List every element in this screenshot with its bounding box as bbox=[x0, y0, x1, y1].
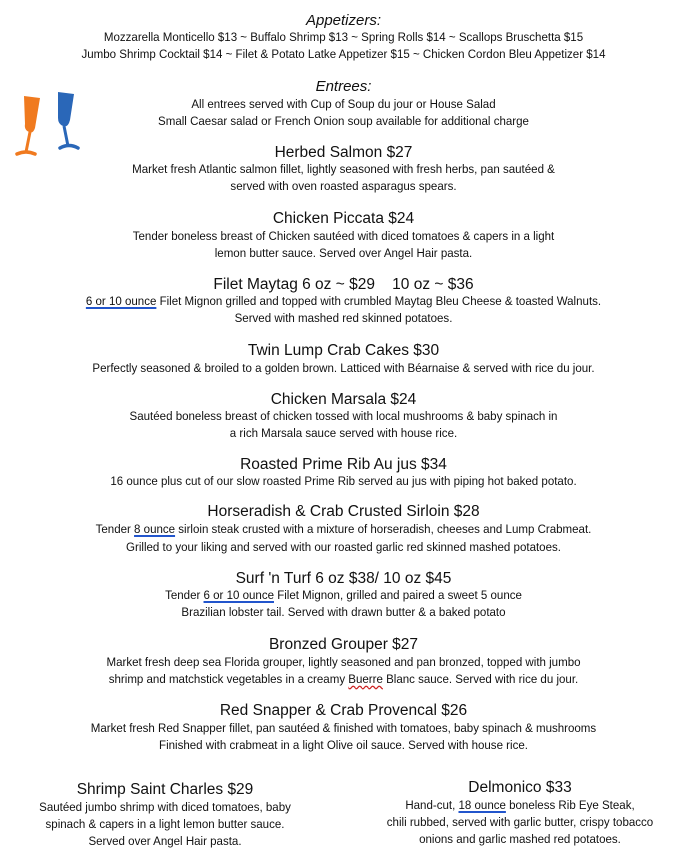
dish-desc-text: Filet Mignon grilled and topped with crumbled Maytag Bleu Cheese & toasted Walnuts. bbox=[156, 294, 602, 308]
dish-desc-text: Hand-cut, bbox=[405, 798, 459, 812]
dish-desc bbox=[367, 797, 674, 814]
dish-desc: Finished with crabmeat in a light Olive oil sauce. Served with house rice. bbox=[159, 738, 528, 752]
dish-desc: Sautéed jumbo shrimp with diced tomatoes, baby bbox=[39, 800, 291, 814]
dish-desc: served with oven roasted asparagus spears. bbox=[230, 179, 457, 193]
dish-desc: onions and garlic mashed red potatoes. bbox=[419, 832, 621, 846]
delmonico-block bbox=[355, 778, 685, 848]
dish-desc: a rich Marsala sauce served with house rice. bbox=[229, 426, 458, 440]
dish-desc bbox=[24, 521, 663, 538]
dish-desc: Served over Angel Hair pasta. bbox=[88, 834, 242, 848]
portion-underline: 8 ounce bbox=[134, 522, 176, 536]
dish-desc: spinach & capers in a light lemon butter sauce. bbox=[45, 817, 285, 831]
dish-desc: Grilled to your liking and served with our roasted garlic red skinned mashed potatoes. bbox=[126, 540, 561, 554]
dish-desc: Perfectly seasoned & broiled to a golden brown. Latticed with Béarnaise & served with rice du jour. bbox=[92, 361, 595, 375]
entrees-note-1: All entrees served with Cup of Soup du jour or House Salad bbox=[191, 97, 496, 111]
dish-desc-text: Filet Mignon, grilled and paired a sweet 5 ounce bbox=[273, 588, 522, 602]
dish-desc: Market fresh Red Snapper fillet, pan sautéed & finished with tomatoes, baby spinach & mushrooms bbox=[90, 721, 597, 735]
dish-desc: lemon butter sauce. Served over Angel Hair pasta. bbox=[214, 246, 473, 260]
dish-desc-text: boneless Rib Eye Steak, bbox=[505, 798, 635, 812]
dish-desc: Brazilian lobster tail. Served with drawn butter & a baked potato bbox=[181, 605, 506, 619]
spellcheck-word: Buerre bbox=[348, 672, 383, 686]
dish-title-filet-maytag: Filet Maytag 6 oz ~ $29 10 oz ~ $36 bbox=[213, 276, 474, 293]
dish-desc: Market fresh deep sea Florida grouper, lightly seasoned and pan bronzed, topped with jumbo bbox=[106, 655, 581, 669]
portion-underline: 6 or 10 ounce bbox=[203, 588, 274, 602]
dish-desc-text: Tender bbox=[165, 588, 204, 602]
dish-desc bbox=[24, 293, 663, 310]
dish-title-shrimp-saint-charles: Shrimp Saint Charles $29 bbox=[76, 781, 254, 798]
dish-desc-text: shrimp and matchstick vegetables in a creamy bbox=[108, 672, 349, 686]
portion-underline: 18 ounce bbox=[458, 798, 506, 812]
dish-title-prime-rib: Roasted Prime Rib Au jus $34 bbox=[240, 456, 447, 473]
portion-underline: 6 or 10 ounce bbox=[85, 294, 157, 308]
dish-title-chicken-piccata: Chicken Piccata $24 bbox=[272, 210, 415, 227]
dish-desc: 16 ounce plus cut of our slow roasted Prime Rib served au jus with piping hot baked potato. bbox=[110, 474, 577, 488]
entrees-heading: Entrees: bbox=[315, 78, 372, 95]
dish-desc-text: Blanc sauce. Served with rice du jour. bbox=[382, 672, 579, 686]
appetizers-line-1: Mozzarella Monticello $13 ~ Buffalo Shrimp $13 ~ Spring Rolls $14 ~ Scallops Bruschetta $15 bbox=[103, 30, 584, 44]
entrees-note-2: Small Caesar salad or French Onion soup available for additional charge bbox=[158, 114, 529, 128]
appetizers-heading: Appetizers: bbox=[305, 12, 382, 29]
appetizers-line-2: Jumbo Shrimp Cocktail $14 ~ Filet & Potato Latke Appetizer $15 ~ Chicken Cordon Bleu Appetizer $14 bbox=[81, 47, 606, 61]
dish-desc: chili rubbed, served with garlic butter, crispy tobacco bbox=[386, 815, 654, 829]
dish-desc: Market fresh Atlantic salmon fillet, lightly seasoned with fresh herbs, pan sautéed & bbox=[132, 162, 555, 176]
dish-title-delmonico: Delmonico $33 bbox=[468, 779, 572, 796]
dish-title-herbed-salmon: Herbed Salmon $27 bbox=[274, 144, 413, 161]
dish-title-red-snapper: Red Snapper & Crab Provencal $26 bbox=[219, 702, 468, 719]
dish-title-sirloin: Horseradish & Crab Crusted Sirloin $28 bbox=[207, 503, 480, 520]
dish-desc: Sautéed boneless breast of chicken tossed with local mushrooms & baby spinach in bbox=[129, 409, 558, 423]
dish-desc-text: Tender bbox=[95, 522, 135, 536]
dish-title-surf-n-turf: Surf 'n Turf 6 oz $38/ 10 oz $45 bbox=[235, 570, 452, 587]
dish-desc bbox=[24, 587, 663, 604]
dish-title-chicken-marsala: Chicken Marsala $24 bbox=[270, 391, 417, 408]
dish-desc: Served with mashed red skinned potatoes. bbox=[234, 311, 453, 325]
dish-desc bbox=[24, 671, 663, 688]
shrimp-saint-charles-block bbox=[0, 780, 330, 850]
dish-title-bronzed-grouper: Bronzed Grouper $27 bbox=[268, 636, 419, 653]
dish-title-crab-cakes: Twin Lump Crab Cakes $30 bbox=[247, 342, 440, 359]
dish-desc-text: sirloin steak crusted with a mixture of horseradish, cheeses and Lump Crabmeat. bbox=[175, 522, 592, 536]
dish-desc: Tender boneless breast of Chicken sautéed with diced tomatoes & capers in a light bbox=[132, 229, 555, 243]
